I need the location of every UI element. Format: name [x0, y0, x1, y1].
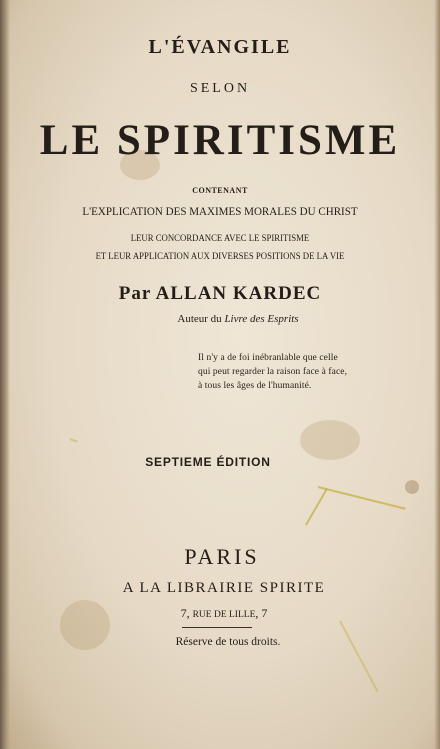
publisher-city: PARIS: [184, 544, 260, 569]
rights-notice: Réserve de tous droits.: [175, 636, 281, 648]
subtitle-application: ET LEUR APPLICATION AUX DIVERSES POSITIONS DE LA VIE: [95, 252, 345, 262]
title-evangile: L'ÉVANGILE: [148, 36, 292, 58]
address-street: RUE DE LILLE: [192, 610, 256, 620]
title-le-spiritisme: LE SPIRITISME: [39, 117, 401, 164]
stain-mark: [318, 486, 406, 510]
divider-rule: [182, 627, 252, 628]
author-note: [18, 313, 440, 325]
edition-label: SEPTIEME ÉDITION: [145, 455, 271, 469]
foxing-spot: [405, 480, 419, 494]
epigraph-line: à tous les âges de l'humanité.: [198, 381, 312, 391]
foxing-spot: [300, 420, 360, 460]
author-note-title: Livre des Esprits: [224, 313, 299, 325]
epigraph-line: qui peut regarder la raison face à face,: [198, 367, 348, 377]
author-prefix: Par: [118, 283, 151, 304]
address-suffix: , 7: [255, 606, 268, 620]
author-name: ALLAN KARDEC: [155, 283, 322, 304]
author-note-prefix: Auteur du: [177, 313, 225, 325]
subtitle-concordance: LEUR CONCORDANCE AVEC LE SPIRITISME: [130, 234, 310, 244]
stain-mark: [70, 438, 78, 443]
publisher-address: [4, 606, 440, 621]
publisher-name: A LA LIBRAIRIE SPIRITE: [122, 580, 326, 596]
stain-mark: [339, 621, 378, 693]
subtitle-explication: L'EXPLICATION DES MAXIMES MORALES DU CHRIST: [82, 206, 358, 218]
stain-mark: [305, 488, 328, 525]
epigraph: [198, 351, 398, 393]
author-line: [0, 283, 440, 305]
title-selon: SELON: [189, 81, 251, 96]
address-number: 7,: [180, 606, 193, 620]
subtitle-contenant: CONTENANT: [192, 186, 248, 195]
epigraph-line: Il n'y a de foi inébranlable que celle: [198, 353, 338, 363]
